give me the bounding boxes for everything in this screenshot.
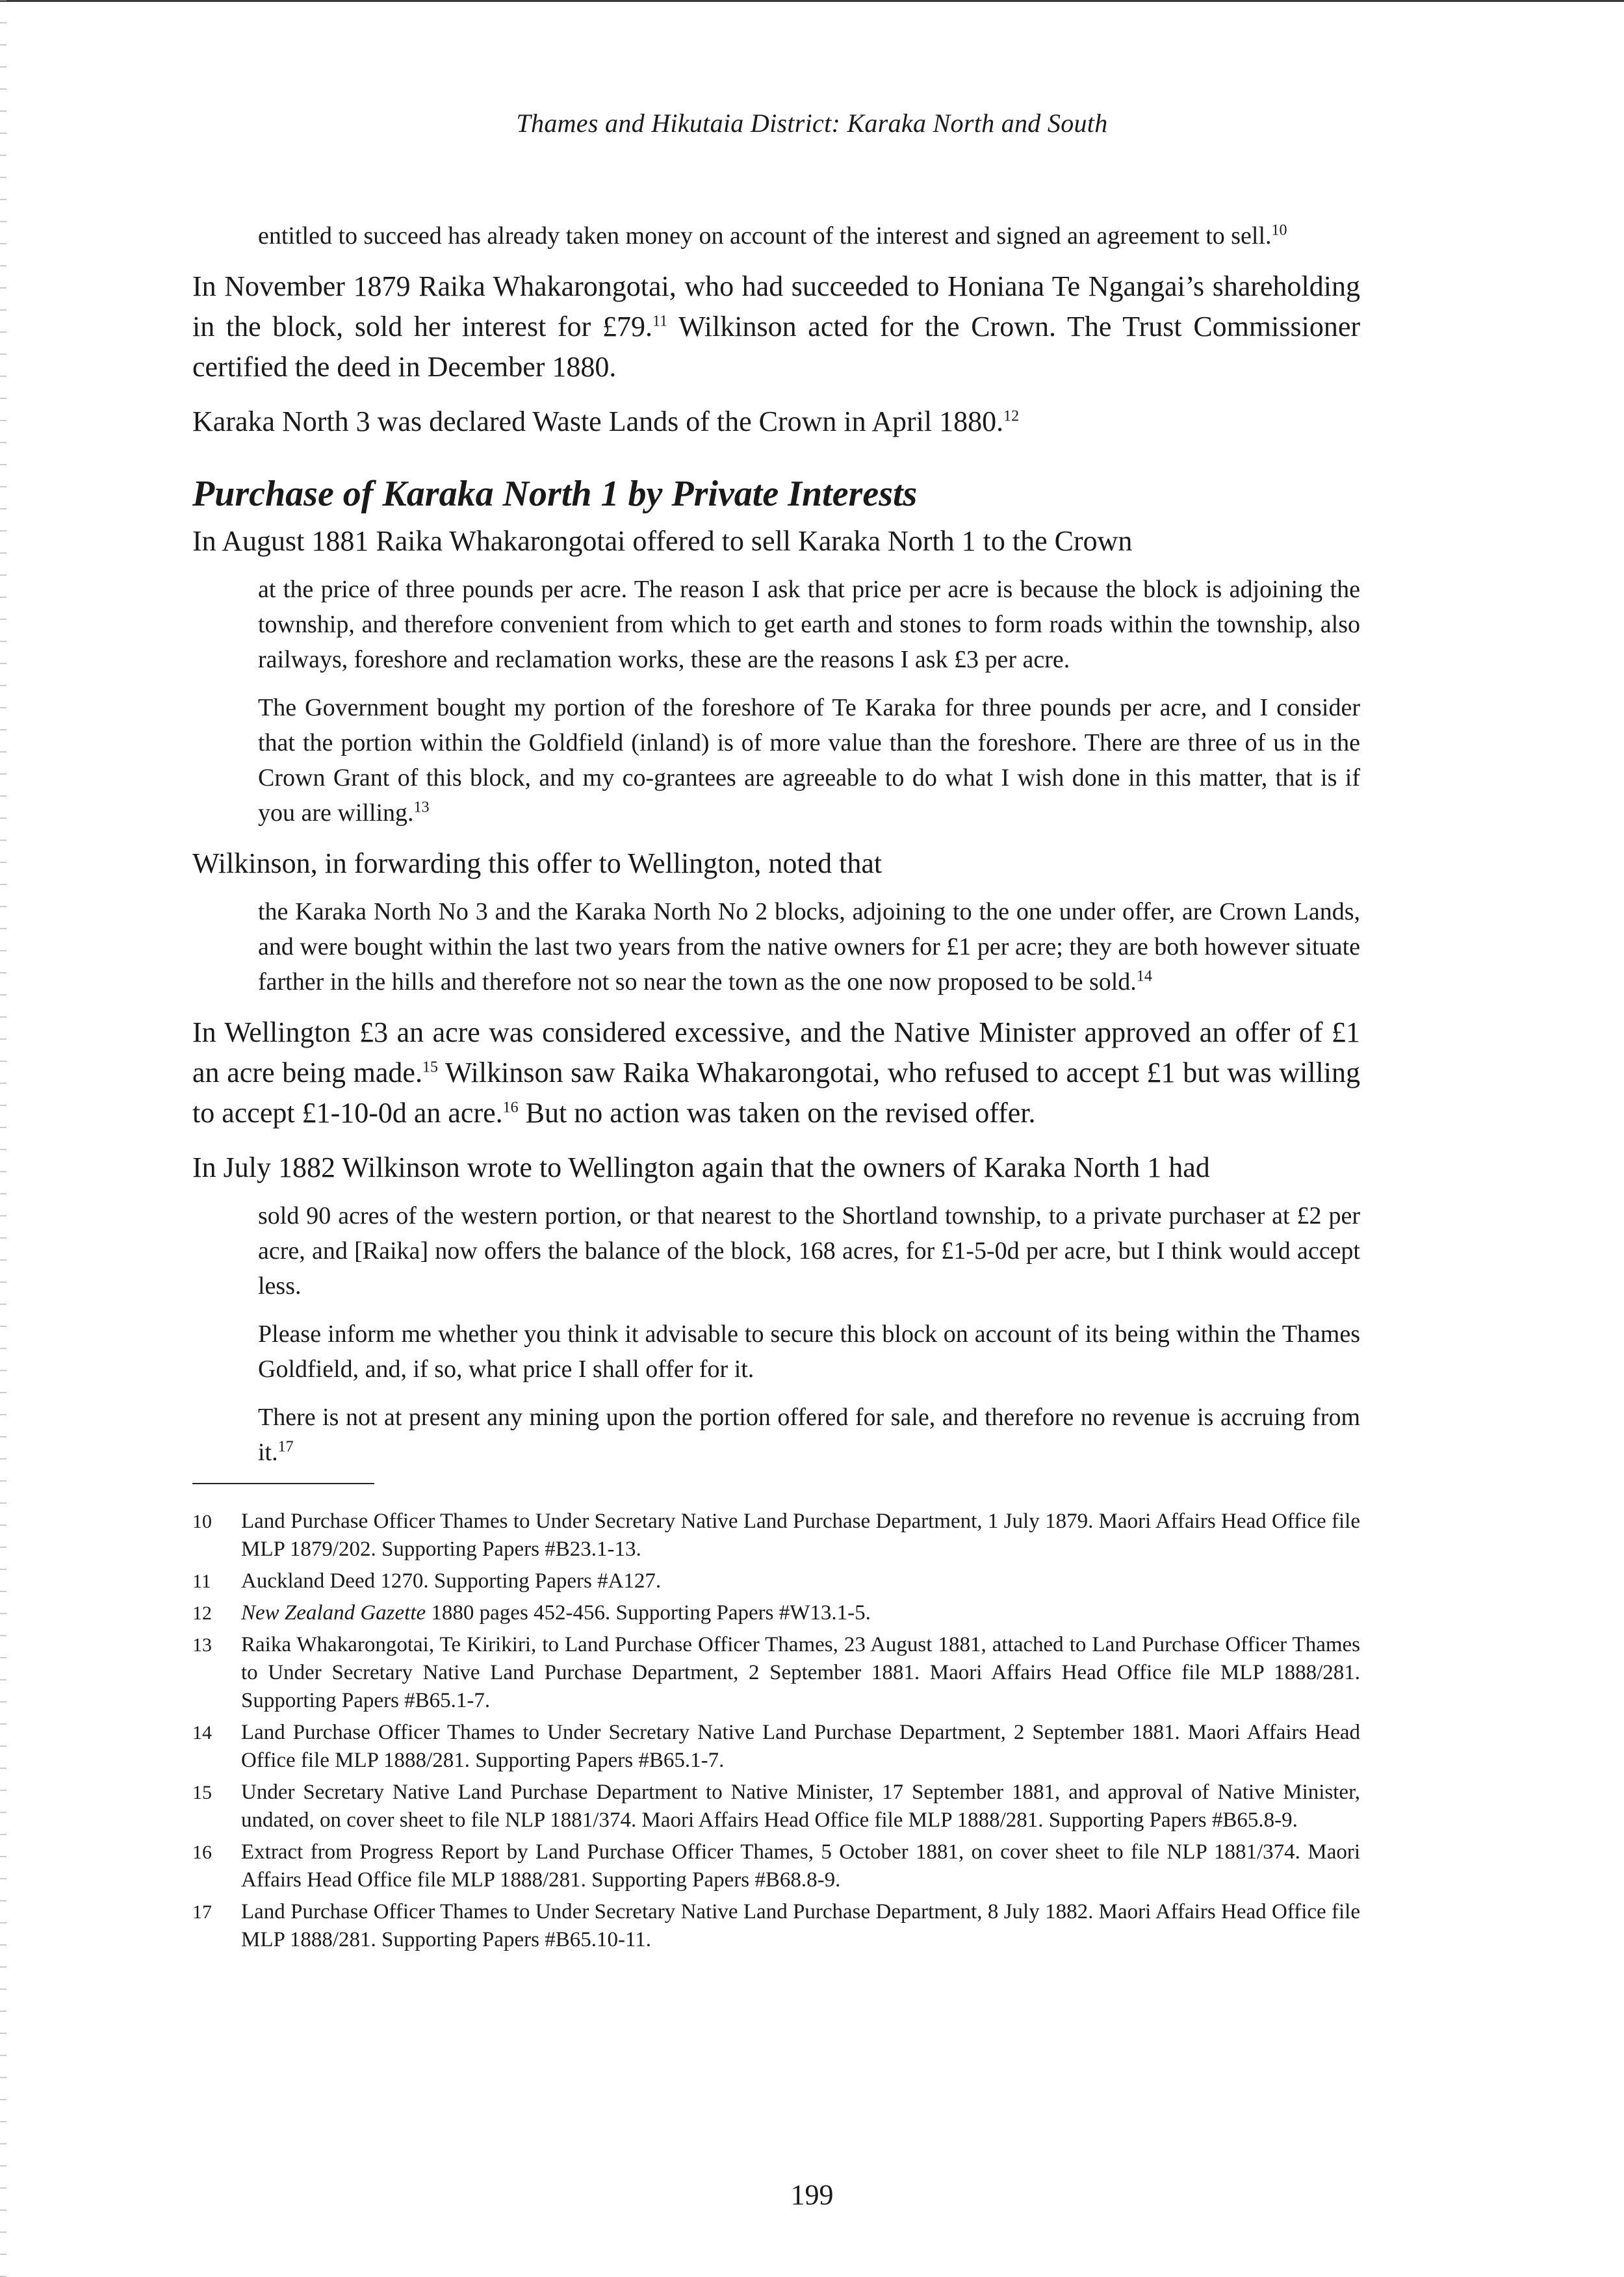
footnote-text: Auckland Deed 1270. Supporting Papers #A127. [241, 1569, 662, 1593]
footnote-text: Extract from Progress Report by Land Purchase Officer Thames, 5 October 1881, on cover sheet to file NLP 1881/374. Maori Affairs Head Office file MLP 1888/281. Supporting Papers #B68.8-9. [241, 1840, 1360, 1892]
footnote-ref: 15 [422, 1059, 438, 1076]
footnote [192, 1599, 1360, 1627]
footnote [192, 1898, 1360, 1954]
paragraph: In August 1881 Raika Whakarongotai offered to sell Karaka North 1 to the Crown [192, 525, 1133, 557]
footnote [192, 1508, 1360, 1563]
footnote-number: 11 [192, 1571, 211, 1592]
block-quote: entitled to succeed has already taken money on account of the interest and signed an agreement to sell.$^{10}$ [258, 222, 1287, 250]
block-quote: The Government bought my portion of the foreshore of Te Karaka for three pounds per acre, and I consider that the portion within the Goldfield (inland) is of more value than the foreshore. There are three of us in the Crown Grant of this block, and my co-grantees are agreeable to do what I wish done in this matter, that is if you are willing.$^{13}$ [258, 694, 1360, 827]
footnote-text: Under Secretary Native Land Purchase Department to Native Minister, 17 September 1881, and approval of Native Minister, undated, on cover sheet to file NLP 1881/374. Maori Affairs Head Office file MLP 1888/281. Supporting Papers #B65.8-9. [241, 1781, 1360, 1832]
footnote [192, 1779, 1360, 1834]
footnote-number: 14 [192, 1722, 212, 1743]
paragraph: In November 1879 Raika Whakarongotai, who had succeeded to Honiana Te Ngangai’s shareholding in the block, sold her interest for £79.11 Wilkinson acted for the Crown. The Trust Commissioner certified the deed in December 1880. [192, 270, 1360, 383]
footnote-rule [192, 1483, 374, 1484]
footnote-number: 16 [192, 1842, 212, 1863]
page-body [192, 218, 1360, 1958]
footnote-text: New Zealand Gazette 1880 pages 452-456. Supporting Papers #W13.1-5. [241, 1601, 871, 1625]
footnote-ref: 13 [413, 799, 430, 816]
footnote-text: Land Purchase Officer Thames to Under Secretary Native Land Purchase Department, 2 September 1881. Maori Affairs Head Office file MLP 1888/281. Supporting Papers #B65.1-7. [241, 1721, 1360, 1772]
top-rule [0, 0, 1624, 2]
paragraph: Karaka North 3 was declared Waste Lands of the Crown in April 1880.12 [192, 405, 1020, 437]
footnote-ref: 16 [502, 1099, 519, 1116]
paragraph: Wilkinson, in forwarding this offer to Wellington, noted that [192, 847, 883, 879]
block-quote: at the price of three pounds per acre. The reason I ask that price per acre is because the block is adjoining the township, and therefore convenient from which to get earth and stones to form roads within the township, also railways, foreshore and reclamation works, these are the reasons I ask £3 per acre. [258, 576, 1360, 673]
footnote [192, 1838, 1360, 1894]
page-edge-marks [0, 0, 6, 2277]
paragraph: In Wellington £3 an acre was considered excessive, and the Native Minister approved an offer of £1 an acre being made.$^{15}$ Wilkinson saw Raika Whakarongotai, who refused to accept £1 but was willing to accept £1-10-0d an acre.$^{16}$ But no action was taken on the revised offer. [192, 1016, 1360, 1129]
footnote-number: 15 [192, 1782, 212, 1803]
footnote-ref: 10 [1271, 222, 1287, 239]
running-head: Thames and Hikutaia District: Karaka North and South [516, 109, 1108, 138]
footnote-text: Land Purchase Officer Thames to Under Secretary Native Land Purchase Department, 8 July 1882. Maori Affairs Head Office file MLP 1888/281. Supporting Papers #B65.10-11. [241, 1900, 1360, 1951]
footnote-ref: 14 [1136, 968, 1152, 985]
page-number: 199 [790, 2179, 834, 2211]
footnote-text: Land Purchase Officer Thames to Under Secretary Native Land Purchase Department, 1 July 1879. Maori Affairs Head Office file MLP 1879/202. Supporting Papers #B23.1-13. [241, 1510, 1360, 1561]
footnote [192, 1719, 1360, 1775]
footnotes [192, 1508, 1360, 1954]
block-quote: the Karaka North No 3 and the Karaka North No 2 blocks, adjoining to the one under offer, are Crown Lands, and were bought within the last two years from the native owners for £1 per acre; they are both however situate farther in the hills and therefore not so near the town as the one now proposed to be sold.$^{14}$ [258, 898, 1360, 996]
block-quote: Please inform me whether you think it advisable to secure this block on account of its being within the Thames Goldfield, and, if so, what price I shall offer for it. [258, 1320, 1360, 1383]
footnote-ref: 11 [652, 313, 668, 330]
footnote-ref: 12 [1003, 407, 1020, 425]
block-quote: There is not at present any mining upon the portion offered for sale, and therefore no revenue is accruing from it.$^{17}$ [258, 1404, 1360, 1466]
publication-title: New Zealand Gazette [241, 1601, 426, 1625]
section-heading: Purchase of Karaka North 1 by Private Interests [192, 474, 918, 514]
paragraph: In July 1882 Wilkinson wrote to Wellington again that the owners of Karaka North 1 had [192, 1151, 1210, 1183]
footnote [192, 1631, 1360, 1715]
footnote-ref: 17 [277, 1438, 294, 1456]
footnote-number: 12 [192, 1602, 212, 1624]
footnote [192, 1567, 1360, 1595]
footnote-number: 17 [192, 1901, 212, 1923]
block-quote: sold 90 acres of the western portion, or that nearest to the Shortland township, to a private purchaser at £2 per acre, and [Raika] now offers the balance of the block, 168 acres, for £1-5-0d per acre, but I think would accept less. [258, 1202, 1360, 1300]
footnote-text: Raika Whakarongotai, Te Kirikiri, to Land Purchase Officer Thames, 23 August 1881, attached to Land Purchase Officer Thames to Under Secretary Native Land Purchase Department, 2 September 1881. Maori Affairs Head Office file MLP 1888/281. Supporting Papers #B65.1-7. [241, 1633, 1360, 1712]
footnote-number: 13 [192, 1634, 212, 1656]
footnote-number: 10 [192, 1511, 212, 1532]
